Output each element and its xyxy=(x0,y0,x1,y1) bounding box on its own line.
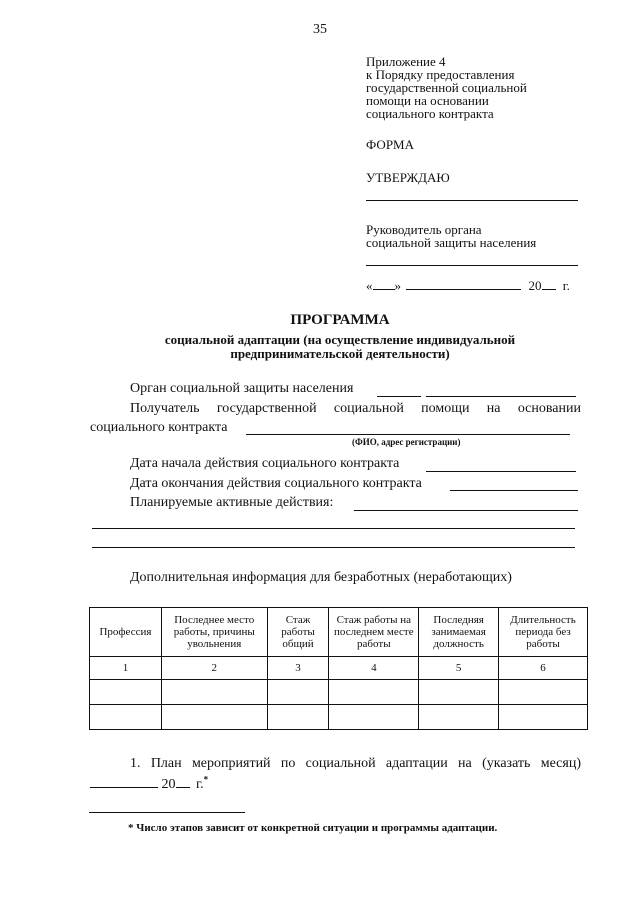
table-cell[interactable] xyxy=(267,705,329,730)
start-date-label: Дата начала действия социального контракта xyxy=(130,456,400,471)
planned-actions-line-2[interactable] xyxy=(92,528,575,529)
table-cell[interactable] xyxy=(90,705,162,730)
footnote-divider xyxy=(89,812,245,813)
appendix-line: к Порядку предоставления xyxy=(366,67,515,82)
unemployed-info-table xyxy=(89,607,588,730)
header-last-experience: Стаж работы на последнем месте работы xyxy=(329,608,419,657)
approver-signature-line[interactable] xyxy=(366,200,578,201)
table-cell[interactable] xyxy=(499,705,588,730)
program-subtitle xyxy=(0,333,640,361)
appendix-block xyxy=(366,55,527,120)
start-date-field-line[interactable] xyxy=(426,471,576,472)
form-label: ФОРМА xyxy=(366,137,414,152)
day-blank[interactable] xyxy=(373,278,395,290)
end-date-field-line[interactable] xyxy=(450,490,578,491)
page-number: 35 xyxy=(313,22,327,37)
table-cell[interactable] xyxy=(90,680,162,705)
head-org-line: социальной защиты населения xyxy=(366,235,537,250)
date-open-quote: « xyxy=(366,278,373,293)
plan-line1: 1. План мероприятий по социальной адаптации на (указать месяц) xyxy=(130,756,581,771)
additional-info-heading: Дополнительная информация для безработных (неработающих) xyxy=(130,570,512,585)
approval-date-row xyxy=(366,278,570,294)
organ-label: Орган социальной защиты населения xyxy=(130,381,354,396)
approve-label: УТВЕРЖДАЮ xyxy=(366,170,450,185)
plan-year-suffix: г. xyxy=(196,777,204,792)
appendix-line: социального контракта xyxy=(366,106,494,121)
table-cell[interactable] xyxy=(161,680,267,705)
date-year-suffix: г. xyxy=(562,278,570,293)
appendix-line: помощи на основании xyxy=(366,93,489,108)
table-cell[interactable] xyxy=(419,705,499,730)
plan-year-prefix: 20 xyxy=(161,777,176,792)
subtitle-line: социальной адаптации (на осуществление индивидуальной xyxy=(164,332,516,347)
recipient-field-line[interactable] xyxy=(246,434,570,435)
planned-actions-line-1[interactable] xyxy=(354,510,578,511)
plan-line2 xyxy=(90,774,208,793)
col-number: 4 xyxy=(329,657,419,680)
header-last-position: Последняя занимаемая должность xyxy=(419,608,499,657)
subtitle-line: предпринимательской деятельности) xyxy=(230,346,450,361)
plan-month-blank[interactable] xyxy=(90,774,158,788)
header-total-experience: Стаж работы общий xyxy=(267,608,329,657)
appendix-line: государственной социальной xyxy=(366,80,527,95)
recipient-label-line1: Получатель государственной социальной помощи на основании xyxy=(130,401,581,416)
planned-actions-label: Планируемые активные действия: xyxy=(130,495,334,510)
head-of-organ-block xyxy=(366,223,536,249)
organ-field-line-b[interactable] xyxy=(426,396,576,397)
plan-footnote-mark: * xyxy=(203,774,209,785)
col-number: 5 xyxy=(419,657,499,680)
appendix-line: Приложение 4 xyxy=(366,54,446,69)
year-blank[interactable] xyxy=(542,278,556,290)
header-unemployment-duration: Длительность периода без работы xyxy=(499,608,588,657)
table-header-row xyxy=(90,608,588,657)
head-org-line: Руководитель органа xyxy=(366,222,482,237)
col-number: 1 xyxy=(90,657,162,680)
program-title: ПРОГРАММА xyxy=(290,312,390,328)
planned-actions-line-3[interactable] xyxy=(92,547,575,548)
month-blank[interactable] xyxy=(406,278,521,290)
table-cell[interactable] xyxy=(329,705,419,730)
end-date-label: Дата окончания действия социального контракта xyxy=(130,476,422,491)
table-cell[interactable] xyxy=(499,680,588,705)
table-row xyxy=(90,680,588,705)
table-cell[interactable] xyxy=(329,680,419,705)
table-cell[interactable] xyxy=(419,680,499,705)
date-close-quote: » xyxy=(394,278,401,293)
table-number-row xyxy=(90,657,588,680)
table-row xyxy=(90,705,588,730)
header-last-workplace: Последнее место работы, причины увольнения xyxy=(161,608,267,657)
footnote-text: * Число этапов зависит от конкретной ситуации и программы адаптации. xyxy=(128,822,498,834)
organ-field-line-a[interactable] xyxy=(377,396,421,397)
col-number: 6 xyxy=(499,657,588,680)
header-profession: Профессия xyxy=(90,608,162,657)
table-cell[interactable] xyxy=(267,680,329,705)
plan-year-blank[interactable] xyxy=(176,774,190,788)
head-org-name-line[interactable] xyxy=(366,265,578,266)
table-cell[interactable] xyxy=(161,705,267,730)
col-number: 3 xyxy=(267,657,329,680)
recipient-label-line2: социального контракта xyxy=(90,420,228,435)
date-year-prefix: 20 xyxy=(528,278,542,293)
col-number: 2 xyxy=(161,657,267,680)
recipient-hint: (ФИО, адрес регистрации) xyxy=(352,437,461,447)
